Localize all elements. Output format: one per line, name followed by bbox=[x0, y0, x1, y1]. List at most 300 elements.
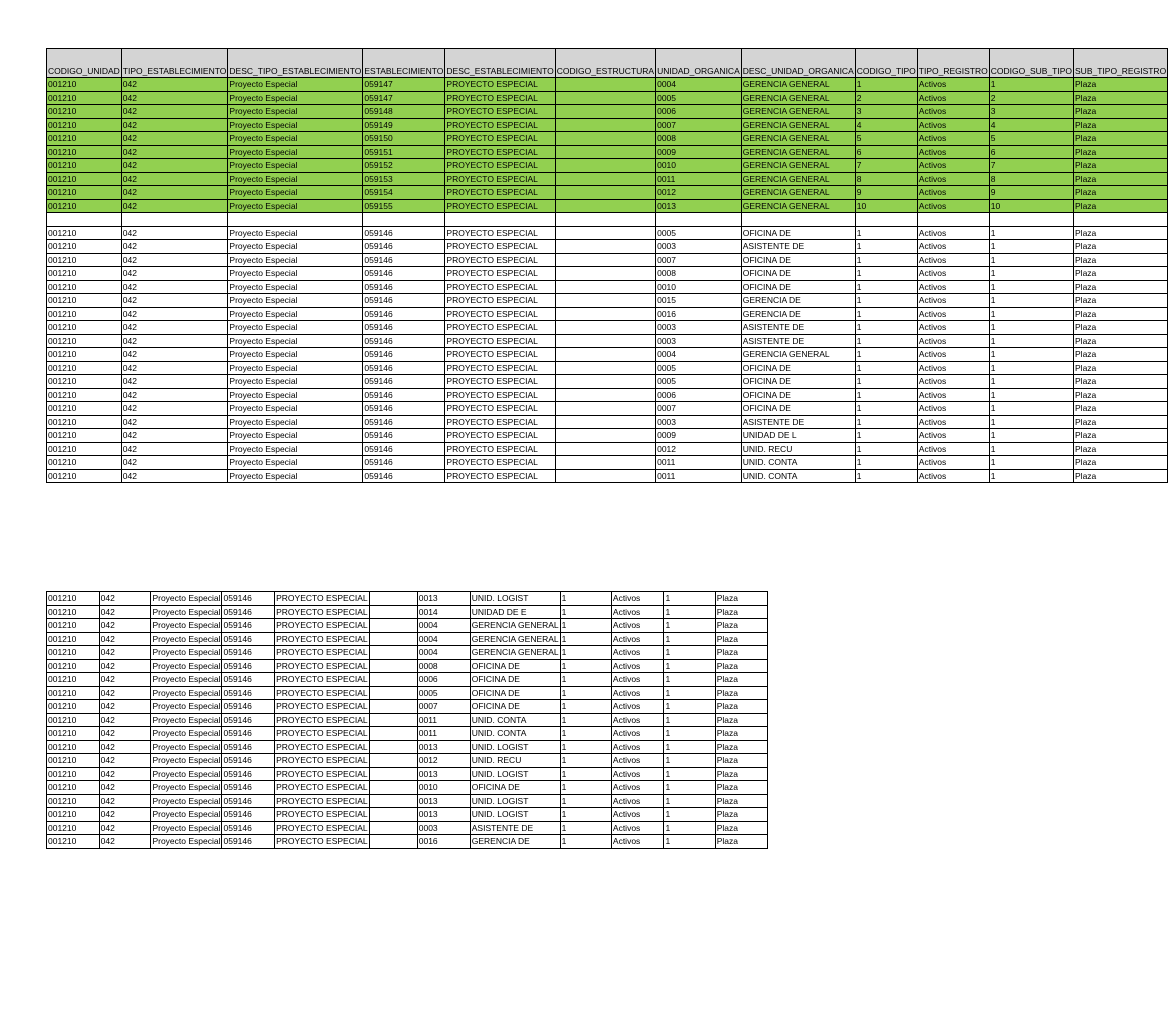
table-cell: 0005 bbox=[417, 686, 470, 700]
table-cell: UNID. RECU bbox=[470, 754, 560, 768]
table-cell: Proyecto Especial bbox=[152, 633, 221, 644]
table-row bbox=[47, 700, 768, 714]
table-cell: 042 bbox=[121, 240, 228, 254]
table-cell: 042 bbox=[99, 592, 151, 606]
table-cell: 1 bbox=[855, 361, 917, 375]
table-cell: Proyecto Especial bbox=[228, 456, 363, 470]
table-cell: Plaza bbox=[715, 835, 767, 849]
table-row bbox=[47, 267, 1168, 281]
table-cell bbox=[228, 213, 363, 227]
table-cell: 001210 bbox=[47, 646, 100, 660]
table-cell: 1 bbox=[560, 673, 611, 687]
table-cell: 059146 bbox=[363, 321, 445, 335]
table-cell: Activos bbox=[917, 375, 989, 389]
table-cell bbox=[121, 213, 228, 227]
table-cell: PROYECTO ESPECIAL bbox=[445, 240, 555, 254]
table-cell: PROYECTO ESPECIAL bbox=[445, 321, 555, 335]
table-cell: 1 bbox=[560, 659, 611, 673]
table-cell: 0006 bbox=[656, 388, 742, 402]
table-cell: 059146 bbox=[363, 334, 445, 348]
table-cell: Plaza bbox=[715, 821, 767, 835]
table-cell: 7 bbox=[989, 159, 1073, 173]
table-cell: Proyecto Especial bbox=[228, 334, 363, 348]
table-cell: Activos bbox=[917, 118, 989, 132]
table-cell: 1 bbox=[989, 429, 1073, 443]
table-cell: 042 bbox=[121, 226, 228, 240]
table-cell: 1 bbox=[560, 781, 611, 795]
table-cell bbox=[369, 835, 417, 849]
table-cell: PROYECTO ESPECIAL bbox=[445, 105, 555, 119]
table-cell: Plaza bbox=[1074, 307, 1168, 321]
table-cell: PROYECTO ESPECIAL bbox=[276, 822, 368, 833]
table-cell: 1 bbox=[664, 808, 715, 822]
table-cell bbox=[369, 713, 417, 727]
table-cell: 1 bbox=[560, 821, 611, 835]
table-cell bbox=[555, 91, 655, 105]
table-cell: 0013 bbox=[417, 808, 470, 822]
table-cell bbox=[369, 686, 417, 700]
table-cell: 059146 bbox=[222, 646, 275, 660]
table-cell: GERENCIA GENERAL bbox=[471, 620, 559, 630]
table-row bbox=[47, 280, 1168, 294]
table-cell: 0004 bbox=[417, 646, 470, 660]
table-cell: 059146 bbox=[222, 835, 275, 849]
table-cell: 1 bbox=[989, 253, 1073, 267]
table-cell: Plaza bbox=[715, 754, 767, 768]
table-cell bbox=[555, 361, 655, 375]
table-cell: PROYECTO ESPECIAL bbox=[445, 307, 555, 321]
table-row bbox=[47, 469, 1168, 483]
table-cell: 1 bbox=[560, 727, 611, 741]
table-cell: Proyecto Especial bbox=[152, 687, 221, 698]
table-cell: 059146 bbox=[363, 402, 445, 416]
table-cell: PROYECTO ESPECIAL bbox=[445, 199, 555, 213]
table-cell: 059146 bbox=[363, 456, 445, 470]
table-cell: UNID. CONTA bbox=[741, 469, 855, 483]
table-cell: Proyecto Especial bbox=[228, 91, 363, 105]
table-cell: Proyecto Especial bbox=[228, 159, 363, 173]
table-cell: PROYECTO ESPECIAL bbox=[445, 469, 555, 483]
table-cell: Proyecto Especial bbox=[228, 415, 363, 429]
table-cell: Proyecto Especial bbox=[152, 741, 221, 752]
table-cell: UNID. RECU bbox=[741, 442, 855, 456]
table-cell: Plaza bbox=[715, 781, 767, 795]
table-cell: 001210 bbox=[47, 659, 100, 673]
table-cell: 0011 bbox=[417, 727, 470, 741]
table-cell: Activos bbox=[917, 361, 989, 375]
table-cell: Activos bbox=[917, 429, 989, 443]
table-cell: ASISTENTE DE bbox=[741, 321, 855, 335]
table-cell: Proyecto Especial bbox=[228, 348, 363, 362]
table-cell: 042 bbox=[99, 632, 151, 646]
table-row bbox=[47, 429, 1168, 443]
table-cell: 042 bbox=[121, 321, 228, 335]
table-cell: 059146 bbox=[222, 619, 275, 633]
table-cell: 042 bbox=[99, 740, 151, 754]
table-row bbox=[47, 375, 1168, 389]
table-cell: Plaza bbox=[715, 619, 767, 633]
table-cell: 1 bbox=[560, 767, 611, 781]
table-cell: Activos bbox=[611, 713, 664, 727]
table-cell: 059155 bbox=[363, 199, 445, 213]
table-cell: 042 bbox=[121, 267, 228, 281]
table-cell: 001210 bbox=[47, 415, 122, 429]
table-cell: Proyecto Especial bbox=[228, 442, 363, 456]
table-row-highlighted bbox=[47, 132, 1168, 146]
table-cell: 001210 bbox=[47, 605, 100, 619]
table-cell: 001210 bbox=[47, 442, 122, 456]
table-cell: 059146 bbox=[222, 821, 275, 835]
table-cell: 0004 bbox=[656, 78, 742, 92]
table-cell: Activos bbox=[917, 226, 989, 240]
table-cell: Activos bbox=[611, 835, 664, 849]
table-cell: 042 bbox=[121, 199, 228, 213]
table-cell: 0010 bbox=[417, 781, 470, 795]
table-cell: Proyecto Especial bbox=[228, 375, 363, 389]
table-cell: Activos bbox=[917, 145, 989, 159]
table-cell: Activos bbox=[917, 267, 989, 281]
table-cell: Activos bbox=[917, 415, 989, 429]
table-cell bbox=[555, 226, 655, 240]
table-cell: 1 bbox=[989, 348, 1073, 362]
table-cell bbox=[555, 159, 655, 173]
table-cell: 0008 bbox=[656, 132, 742, 146]
table-cell: 059146 bbox=[222, 632, 275, 646]
table-cell: Proyecto Especial bbox=[228, 469, 363, 483]
table-cell: 001210 bbox=[47, 172, 122, 186]
table-cell: Activos bbox=[917, 253, 989, 267]
table-cell: PROYECTO ESPECIAL bbox=[445, 172, 555, 186]
table-cell: Proyecto Especial bbox=[152, 795, 221, 806]
table-cell: 001210 bbox=[47, 835, 100, 849]
table-cell: 001210 bbox=[47, 361, 122, 375]
table-cell: 1 bbox=[664, 821, 715, 835]
table-cell: 0011 bbox=[656, 469, 742, 483]
table-cell: 0003 bbox=[656, 334, 742, 348]
table-cell bbox=[917, 213, 989, 227]
table-cell: Plaza bbox=[1074, 361, 1168, 375]
table-cell: 059146 bbox=[222, 740, 275, 754]
table-cell: 1 bbox=[664, 646, 715, 660]
table-cell bbox=[369, 592, 417, 606]
table-cell bbox=[369, 781, 417, 795]
table-cell: 8 bbox=[855, 172, 917, 186]
table-cell: 1 bbox=[989, 307, 1073, 321]
table-cell: OFICINA DE bbox=[741, 375, 855, 389]
table-cell: 001210 bbox=[47, 78, 122, 92]
table-cell: 0008 bbox=[417, 659, 470, 673]
table-cell bbox=[555, 348, 655, 362]
table-cell: Activos bbox=[611, 794, 664, 808]
table-cell: 001210 bbox=[47, 794, 100, 808]
table-cell: Proyecto Especial bbox=[228, 402, 363, 416]
table-cell: 001210 bbox=[47, 132, 122, 146]
table-cell: 0013 bbox=[417, 767, 470, 781]
table-row bbox=[47, 727, 768, 741]
table-cell: UNIDAD_ORGANICA bbox=[656, 49, 742, 78]
table-cell: 001210 bbox=[47, 686, 100, 700]
table-cell: 042 bbox=[99, 686, 151, 700]
table-cell bbox=[555, 172, 655, 186]
table-cell: 059147 bbox=[363, 91, 445, 105]
table-cell: 042 bbox=[121, 307, 228, 321]
table-row bbox=[47, 754, 768, 768]
table-cell: ESTABLECIMIENTO bbox=[363, 49, 445, 78]
table-cell: 001210 bbox=[47, 821, 100, 835]
table-cell: Activos bbox=[611, 754, 664, 768]
table-row bbox=[47, 646, 768, 660]
table-cell bbox=[363, 213, 445, 227]
table-cell: Plaza bbox=[1074, 388, 1168, 402]
table-cell: 1 bbox=[855, 226, 917, 240]
table-cell: 001210 bbox=[47, 673, 100, 687]
table-cell: Proyecto Especial bbox=[152, 728, 221, 738]
table-cell: Activos bbox=[611, 821, 664, 835]
table-cell: 4 bbox=[989, 118, 1073, 132]
table-cell: 1 bbox=[855, 78, 917, 92]
table-cell: 059146 bbox=[222, 781, 275, 795]
table-cell: PROYECTO ESPECIAL bbox=[445, 145, 555, 159]
table-cell: SUB_TIPO_REGISTRO bbox=[1074, 49, 1168, 78]
table-cell: 1 bbox=[855, 321, 917, 335]
table-row bbox=[47, 307, 1168, 321]
table-cell: OFICINA DE bbox=[470, 673, 560, 687]
table-cell: PROYECTO ESPECIAL bbox=[445, 118, 555, 132]
table-cell: DESC_ESTABLECIMIENTO bbox=[445, 49, 555, 78]
table-cell: 1 bbox=[855, 280, 917, 294]
table-cell: 1 bbox=[855, 402, 917, 416]
table-cell: Plaza bbox=[715, 686, 767, 700]
table-cell: Activos bbox=[611, 646, 664, 660]
table-cell: Plaza bbox=[1074, 186, 1168, 200]
table-cell: Proyecto Especial bbox=[228, 78, 363, 92]
table-cell: PROYECTO ESPECIAL bbox=[445, 361, 555, 375]
table-cell: 0004 bbox=[656, 348, 742, 362]
table-row-highlighted bbox=[47, 91, 1168, 105]
table-cell bbox=[855, 213, 917, 227]
table-cell: PROYECTO ESPECIAL bbox=[445, 456, 555, 470]
table-row bbox=[47, 794, 768, 808]
table-cell: 0004 bbox=[417, 632, 470, 646]
table-cell: 0013 bbox=[417, 740, 470, 754]
table-cell: 0015 bbox=[656, 294, 742, 308]
table-row bbox=[47, 632, 768, 646]
table-cell: PROYECTO ESPECIAL bbox=[276, 728, 368, 738]
table-row bbox=[47, 767, 768, 781]
table-cell: Plaza bbox=[715, 727, 767, 741]
table-cell: OFICINA DE bbox=[741, 226, 855, 240]
table-cell: GERENCIA GENERAL bbox=[741, 199, 855, 213]
table-cell: Plaza bbox=[1074, 375, 1168, 389]
table-cell: 042 bbox=[99, 646, 151, 660]
table-cell: 001210 bbox=[47, 754, 100, 768]
table-cell: 001210 bbox=[47, 781, 100, 795]
table-cell: Plaza bbox=[715, 700, 767, 714]
table-cell: 001210 bbox=[47, 713, 100, 727]
table-cell: 1 bbox=[989, 321, 1073, 335]
table-cell: 1 bbox=[560, 592, 611, 606]
table-cell: 042 bbox=[121, 402, 228, 416]
table-cell: 042 bbox=[99, 835, 151, 849]
table-cell: 042 bbox=[121, 118, 228, 132]
table-row bbox=[47, 592, 768, 606]
table-cell: 1 bbox=[664, 740, 715, 754]
table-cell: Plaza bbox=[1074, 132, 1168, 146]
table-cell: 001210 bbox=[47, 321, 122, 335]
table-cell bbox=[555, 145, 655, 159]
table-cell bbox=[555, 280, 655, 294]
table-cell: Proyecto Especial bbox=[152, 701, 221, 711]
table-cell: Activos bbox=[611, 659, 664, 673]
table-cell: Activos bbox=[917, 402, 989, 416]
table-cell: 001210 bbox=[47, 118, 122, 132]
spreadsheet-table-top bbox=[46, 48, 1168, 483]
table-cell: 1 bbox=[664, 686, 715, 700]
header-row bbox=[47, 49, 1168, 78]
table-cell: PROYECTO ESPECIAL bbox=[445, 429, 555, 443]
table-cell: 0008 bbox=[656, 267, 742, 281]
table-cell: 1 bbox=[855, 429, 917, 443]
table-row bbox=[47, 835, 768, 849]
table-cell: Activos bbox=[917, 199, 989, 213]
table-cell: 042 bbox=[99, 713, 151, 727]
table-cell: 1 bbox=[664, 700, 715, 714]
table-cell: PROYECTO ESPECIAL bbox=[445, 348, 555, 362]
table-cell bbox=[555, 429, 655, 443]
table-cell: Proyecto Especial bbox=[228, 429, 363, 443]
table-cell: Activos bbox=[917, 456, 989, 470]
table-cell: 042 bbox=[121, 186, 228, 200]
table-cell: 059146 bbox=[222, 700, 275, 714]
table-cell: UNIDAD DE E bbox=[470, 605, 560, 619]
table-cell: 059146 bbox=[222, 767, 275, 781]
table-row bbox=[47, 334, 1168, 348]
table-cell: 059147 bbox=[363, 78, 445, 92]
table-cell: 042 bbox=[99, 727, 151, 741]
table-cell: PROYECTO ESPECIAL bbox=[276, 768, 368, 779]
table-cell: 001210 bbox=[47, 294, 122, 308]
table-cell: 1 bbox=[989, 78, 1073, 92]
table-cell: Activos bbox=[917, 388, 989, 402]
table-cell: 1 bbox=[664, 767, 715, 781]
table-cell: 9 bbox=[989, 186, 1073, 200]
table-cell: 6 bbox=[855, 145, 917, 159]
table-row bbox=[47, 442, 1168, 456]
table-cell: Plaza bbox=[1074, 469, 1168, 483]
table-cell bbox=[369, 659, 417, 673]
table-cell: GERENCIA DE bbox=[741, 307, 855, 321]
table-cell bbox=[555, 132, 655, 146]
table-cell: Plaza bbox=[1074, 226, 1168, 240]
table-cell: GERENCIA GENERAL bbox=[741, 159, 855, 173]
table-cell: Proyecto Especial bbox=[228, 226, 363, 240]
table-cell: 042 bbox=[121, 280, 228, 294]
table-cell: 059146 bbox=[222, 592, 275, 606]
table-cell: 059146 bbox=[363, 375, 445, 389]
table-cell: 1 bbox=[989, 226, 1073, 240]
table-cell: Proyecto Especial bbox=[228, 172, 363, 186]
table-cell: Proyecto Especial bbox=[152, 647, 221, 657]
table-cell: Activos bbox=[917, 186, 989, 200]
table-cell: Plaza bbox=[1074, 118, 1168, 132]
table-cell: 1 bbox=[855, 442, 917, 456]
table-cell bbox=[47, 213, 122, 227]
table-cell: ASISTENTE DE bbox=[741, 240, 855, 254]
table-cell: ASISTENTE DE bbox=[470, 821, 560, 835]
table-cell: 0011 bbox=[656, 456, 742, 470]
table-cell: 1 bbox=[855, 334, 917, 348]
table-cell: 0007 bbox=[417, 700, 470, 714]
table-cell: Proyecto Especial bbox=[152, 836, 221, 846]
table-cell: Activos bbox=[917, 159, 989, 173]
spreadsheet-table-bottom bbox=[46, 591, 768, 849]
table-row bbox=[47, 294, 1168, 308]
table-cell: 042 bbox=[121, 456, 228, 470]
table-cell: 059146 bbox=[222, 673, 275, 687]
table-cell: 001210 bbox=[47, 105, 122, 119]
table-cell: 1 bbox=[664, 592, 715, 606]
table-cell: 042 bbox=[121, 388, 228, 402]
table-cell: Proyecto Especial bbox=[152, 674, 221, 684]
table-cell: 0005 bbox=[656, 91, 742, 105]
table-cell: 059153 bbox=[363, 172, 445, 186]
table-cell: 1 bbox=[989, 415, 1073, 429]
table-cell: 1 bbox=[989, 388, 1073, 402]
table-row-highlighted bbox=[47, 145, 1168, 159]
table-cell: Plaza bbox=[1074, 253, 1168, 267]
table-cell: 1 bbox=[664, 835, 715, 849]
table-cell: 059146 bbox=[222, 808, 275, 822]
table-cell: Activos bbox=[917, 348, 989, 362]
table-cell: 001210 bbox=[47, 388, 122, 402]
table-cell: 0003 bbox=[656, 321, 742, 335]
table-cell: Activos bbox=[611, 727, 664, 741]
table-cell bbox=[555, 294, 655, 308]
table-cell: 042 bbox=[99, 808, 151, 822]
table-cell: 1 bbox=[855, 253, 917, 267]
table-cell: 0003 bbox=[656, 415, 742, 429]
table-cell: 001210 bbox=[47, 145, 122, 159]
table-cell: GERENCIA GENERAL bbox=[741, 132, 855, 146]
table-cell: GERENCIA DE bbox=[470, 835, 560, 849]
table-cell bbox=[555, 402, 655, 416]
table-cell: UNID. LOGIST bbox=[470, 740, 560, 754]
table-cell bbox=[656, 213, 742, 227]
table-cell: 0011 bbox=[417, 713, 470, 727]
table-cell: Plaza bbox=[1074, 91, 1168, 105]
table-cell: 059146 bbox=[363, 348, 445, 362]
table-cell: 042 bbox=[99, 673, 151, 687]
table-row bbox=[47, 402, 1168, 416]
table-cell bbox=[369, 794, 417, 808]
table-cell: 0016 bbox=[417, 835, 470, 849]
table-cell bbox=[555, 78, 655, 92]
table-cell: 059146 bbox=[363, 361, 445, 375]
table-cell: Plaza bbox=[715, 646, 767, 660]
table-cell: Proyecto Especial bbox=[228, 307, 363, 321]
table-cell: PROYECTO ESPECIAL bbox=[445, 159, 555, 173]
table-cell: 001210 bbox=[47, 740, 100, 754]
table-cell: Activos bbox=[917, 172, 989, 186]
table-cell: 0009 bbox=[656, 145, 742, 159]
table-cell: Proyecto Especial bbox=[228, 253, 363, 267]
table-cell: 1 bbox=[855, 456, 917, 470]
table-cell bbox=[555, 307, 655, 321]
table-cell: PROYECTO ESPECIAL bbox=[445, 442, 555, 456]
table-cell: 001210 bbox=[47, 727, 100, 741]
table-cell: Plaza bbox=[715, 794, 767, 808]
table-cell bbox=[989, 213, 1073, 227]
